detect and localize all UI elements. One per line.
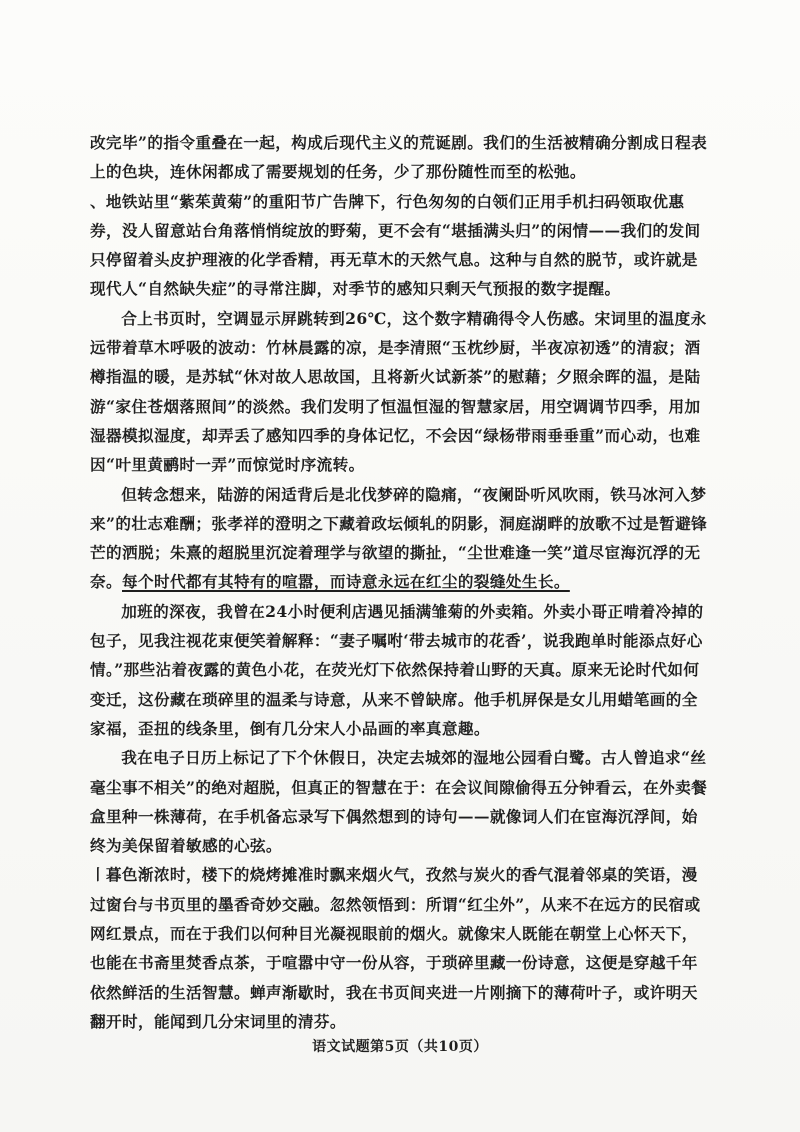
paragraph: 、 地铁站里“紫茱黄菊”的重阳节广告牌下，行色匆匆的白领们正用手机扫码领取优惠券，没人留意站台角落悄悄绽放的野菊，更不会有“堪插满头归”的闲情——我们的发间只停留着头皮护理液的化学香精，再无草木的天然气息。这种与自然的脱节，或许就是现代人“自然缺失症”的寻常注脚，对季节的感知只剩天气预报的数字提醒。 [90, 187, 710, 304]
page-footer: 语文试题第5页（共10页） [312, 1039, 488, 1055]
paragraph: 我在电子日历上标记了下个休假日，决定去城郊的湿地公园看白鹭。古人曾追求“丝毫尘事不相关”的绝对超脱，但真正的智慧在于：在会议间隙偷得五分钟看云，在外卖餐盒里种一株薄荷，在手机备忘录写下偶然想到的诗句——就像词人们在宦海沉浮间，始终为美保留着敏感的心弦。 [90, 748, 708, 856]
passage-body [90, 128, 710, 1036]
paragraph: 合上书页时，空调显示屏跳转到26℃，这个数字精确得令人伤感。宋词里的温度永远带着草木呼吸的波动：竹林晨露的凉，是李清照“玉枕纱厨，半夜凉初透”的清寂；酒樽指温的暖，是苏轼“休对故人思故国，且将新火试新茶”的慰藉；夕照余晖的温，是陆游“家住苍烟落照间”的淡然。我们发明了恒温恒湿的智慧家居，用空调调节四季，用加湿器模拟湿度，却弄丢了感知四季的身体记忆，不会因“绿杨带雨垂垂重”而心动，也难因“叶里黄鹂时一弄”而惊觉时序流转。 [90, 308, 707, 475]
margin-mark: 〡 [90, 865, 106, 885]
underlined-sentence: 每个时代都有其特有的喧嚣，而诗意永远在红尘的裂缝处生长。 [122, 572, 570, 592]
paragraph: 改完毕”的指令重叠在一起，构成后现代主义的荒诞剧。我们的生活被精确分割成日程表上的色块，连休闲都成了需要规划的任务，少了那份随性而至的松弛。 [90, 133, 708, 182]
paragraph: 但转念想来，陆游的闲适背后是北伐梦碎的隐痛，“夜阑卧听风吹雨，铁马冰河入梦来”的壮志难酬；张孝祥的澄明之下藏着政坛倾轧的阴影，洞庭湖畔的放歌不过是暂避锋芒的洒脱；朱熹的超脱里沉淀着理学与欲望的撕扯，“尘世难逢一笑”道尽宦海沉浮的无奈。每个时代都有其特有的喧嚣，而诗意永远在红尘的裂缝处生长。 [90, 484, 708, 592]
margin-mark: 、 [90, 191, 106, 211]
paragraph: 〡 暮色渐浓时，楼下的烧烤摊准时飘来烟火气，孜然与炭火的香气混着邻桌的笑语，漫过窗台与书页里的墨香奇妙交融。忽然领悟到：所谓“红尘外”，从来不在远方的民宿或网红景点，而在于我们以何种目光凝视眼前的烟火。就像宋人既能在朝堂上心怀天下，也能在书斋里焚香点茶，于喧嚣中守一份从容，于琐碎里藏一份诗意，这便是穿越千年依然鲜活的生活智慧。蝉声渐歇时，我在书页间夹进一片刚摘下的薄荷叶子，或许明天翻开时，能闻到几分宋词里的清芬。 [90, 860, 710, 1036]
paragraph: 加班的深夜，我曾在24小时便利店遇见插满雏菊的外卖箱。外卖小哥正啃着冷掉的包子，见我注视花束便笑着解释：“妻子嘱咐‘带去城市的花香’，说我跑单时能添点好心情。”那些沾着夜露的黄色小花，在荧光灯下依然保持着山野的天真。原来无论时代如何变迁，这份藏在琐碎里的温柔与诗意，从来不曾缺席。他手机屏保是女儿用蜡笔画的全家福，歪扭的线条里，倒有几分宋人小品画的率真意趣。 [90, 601, 704, 738]
